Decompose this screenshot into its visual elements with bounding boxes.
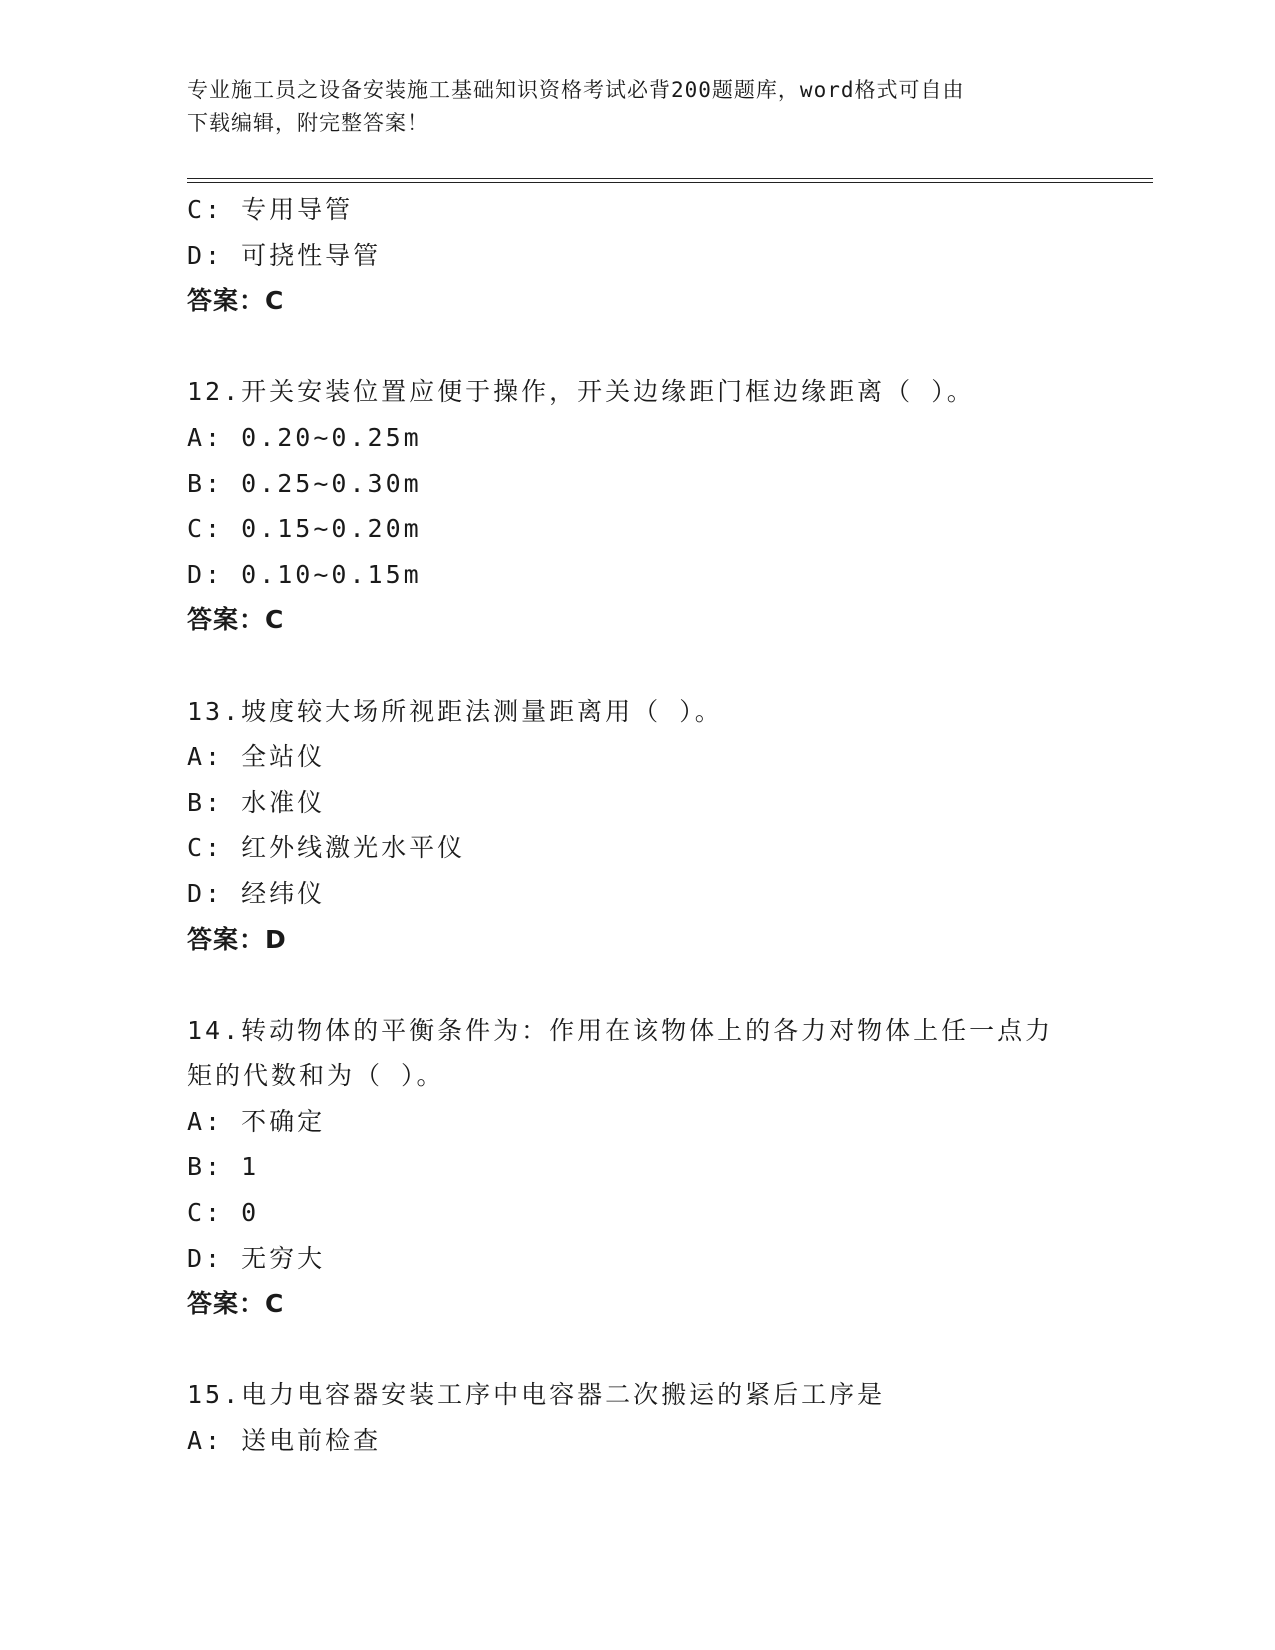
option-d: D: 经纬仪 <box>187 878 326 908</box>
question-stem-line-1: 14.转动物体的平衡条件为：作用在该物体上的各力对物体上任一点力 <box>187 1015 1054 1045</box>
document-header <box>187 74 1087 140</box>
answer-line: 答案：C <box>187 1289 285 1319</box>
option-b: B: 水准仪 <box>187 787 326 817</box>
answer-line: 答案：C <box>187 286 285 316</box>
spacer <box>187 324 1087 370</box>
option-b: B: 0.25~0.30m <box>187 468 422 498</box>
question-stem: 13.坡度较大场所视距法测量距离用（ ）。 <box>187 696 723 726</box>
question-stem: 12.开关安装位置应便于操作，开关边缘距门框边缘距离（ ）。 <box>187 377 975 407</box>
spacer <box>187 643 1087 689</box>
header-line-2: 下载编辑，附完整答案！ <box>187 111 429 135</box>
option-a: A: 不确定 <box>187 1106 326 1136</box>
question-stem-line-2: 矩的代数和为（ ）。 <box>187 1061 445 1091</box>
question-block-13 <box>187 689 1087 963</box>
option-a: A: 全站仪 <box>187 742 326 772</box>
answer-line: 答案：D <box>187 924 287 954</box>
question-list <box>187 187 1087 1464</box>
header-divider-top <box>187 178 1153 179</box>
spacer <box>187 962 1087 1008</box>
question-block-12 <box>187 369 1087 643</box>
option-d: D: 无穷大 <box>187 1243 326 1273</box>
spacer <box>187 1327 1087 1373</box>
option-b: B: 1 <box>187 1152 260 1182</box>
option-a: A: 0.20~0.25m <box>187 422 422 452</box>
question-block-15 <box>187 1372 1087 1463</box>
option-c: C: 专用导管 <box>187 195 354 224</box>
option-d: D: 可挠性导管 <box>187 240 382 270</box>
question-stem: 15.电力电容器安装工序中电容器二次搬运的紧后工序是 <box>187 1380 886 1410</box>
option-d: D: 0.10~0.15m <box>187 559 422 589</box>
option-c: C: 0.15~0.20m <box>187 514 422 544</box>
option-c: C: 0 <box>187 1198 260 1228</box>
question-block-14 <box>187 1008 1087 1327</box>
header-line-1: 专业施工员之设备安装施工基础知识资格考试必背200题题库，word格式可自由 <box>187 78 965 102</box>
header-divider-bottom <box>187 182 1153 183</box>
question-block-11 <box>187 187 1087 324</box>
answer-line: 答案：C <box>187 605 285 635</box>
option-a: A: 送电前检查 <box>187 1426 382 1456</box>
option-c: C: 红外线激光水平仪 <box>187 833 466 863</box>
